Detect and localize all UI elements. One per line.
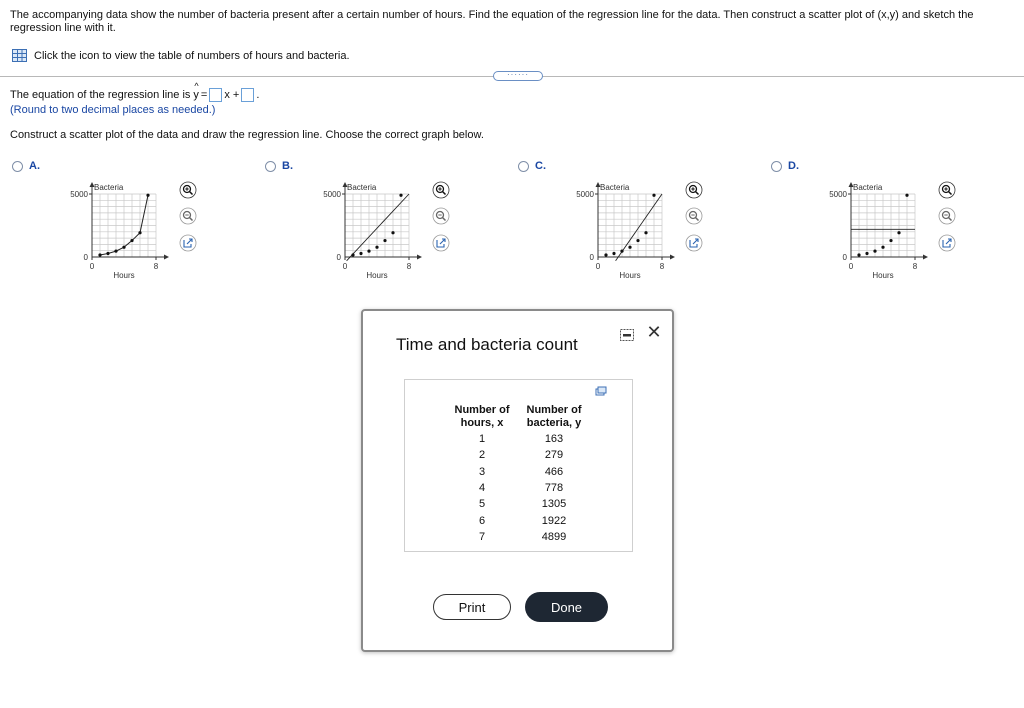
zoom-out-icon[interactable] [179,207,197,225]
construct-instruction: Construct a scatter plot of the data and draw the regression line. Choose the correct graph below. [10,129,484,141]
data-point [873,250,876,253]
table-cell-hours: 7 [478,530,486,543]
table-cell-hours: 6 [478,514,486,527]
y-tick-label: 5000 [70,190,88,199]
problem-statement: The accompanying data show the number of bacteria present after a certain number of hours. Find the equation of the regression line for the data. Then construct a scatter plot of (x,y) and sketch the regression line with it. [10,9,974,34]
y-zero-label: 0 [83,253,88,262]
data-point [399,194,402,197]
table-cell-hours: 1 [478,433,486,445]
col-hours-header: Number of hours, x [454,404,510,429]
data-point [106,252,109,255]
y-axis-label: Bacteria [347,183,377,192]
print-button[interactable]: Print [433,594,511,620]
table-cell-bacteria: 4899 [541,530,567,543]
x-axis-label: Hours [619,271,641,280]
x-zero-label: 0 [595,262,601,271]
data-point [383,239,386,242]
x-axis-label: Hours [366,271,388,280]
slope-input[interactable] [209,88,222,102]
intercept-input[interactable] [241,88,254,102]
data-point [897,231,900,234]
y-zero-label: 0 [336,253,341,262]
zoom-in-icon[interactable] [938,181,956,199]
option-a[interactable] [12,160,40,172]
y-axis-label: Bacteria [94,183,124,192]
equation-prefix: The equation of the regression line is [10,89,191,101]
option-radio[interactable] [12,161,23,172]
open-external-icon[interactable] [685,234,703,252]
option-d[interactable] [771,160,799,172]
data-point [130,239,133,242]
table-cell-hours: 2 [478,449,486,462]
data-point [628,246,631,249]
close-icon[interactable]: ✕ [646,322,662,342]
table-cell-bacteria: 1922 [541,514,567,527]
x-tick-label: 8 [153,262,159,271]
x-zero-label: 0 [342,262,348,271]
option-radio[interactable] [518,161,529,172]
y-tick-label: 5000 [323,190,341,199]
option-c[interactable] [518,160,546,172]
data-point [375,246,378,249]
table-cell-hours: 3 [478,465,486,478]
data-point [905,194,908,197]
option-letter: A. [29,160,40,172]
option-radio[interactable] [265,161,276,172]
col-bacteria-header: Number of bacteria, y [526,404,582,429]
view-table-text[interactable]: Click the icon to view the table of numbers of hours and bacteria. [34,49,350,62]
zoom-out-icon[interactable] [938,207,956,225]
y-tick-label: 5000 [829,190,847,199]
done-button[interactable]: Done [525,592,608,622]
option-letter: C. [535,160,546,172]
x-tick-label: 8 [912,262,918,271]
table-cell-hours: 5 [478,498,486,511]
x-axis-label: Hours [872,271,894,280]
x-axis-arrow [670,255,675,260]
round-note: (Round to two decimal places as needed.) [10,104,216,116]
y-hat: ^ y [193,89,199,101]
zoom-in-icon[interactable] [685,181,703,199]
zoom-in-icon[interactable] [179,181,197,199]
open-external-icon[interactable] [938,234,956,252]
dialog-title: Time and bacteria count [396,335,578,354]
equation-period: . [256,89,260,101]
y-zero-label: 0 [842,253,847,262]
x-axis-label: Hours [113,271,135,280]
minimize-icon[interactable] [620,329,634,341]
table-cell-bacteria: 778 [544,481,564,494]
table-icon[interactable] [12,49,27,62]
data-point [881,246,884,249]
data-point [857,253,860,256]
data-table [404,379,633,552]
data-point [367,250,370,253]
y-axis-label: Bacteria [600,183,630,192]
data-point [359,252,362,255]
option-letter: B. [282,160,293,172]
table-cell-hours: 4 [478,481,486,494]
x-axis-arrow [164,255,169,260]
data-point [889,239,892,242]
open-external-icon[interactable] [179,234,197,252]
data-point [122,246,125,249]
copy-icon[interactable] [595,386,607,398]
view-table-link[interactable] [12,49,350,62]
y-axis-label: Bacteria [853,183,883,192]
data-point [652,194,655,197]
table-cell-bacteria: 163 [544,433,564,445]
x-tick-label: 8 [406,262,412,271]
data-point [612,252,615,255]
data-point [644,231,647,234]
x-zero-label: 0 [89,262,95,271]
data-point [636,239,639,242]
zoom-in-icon[interactable] [432,181,450,199]
option-b[interactable] [265,160,293,172]
table-cell-bacteria: 1305 [541,498,567,511]
data-point [98,253,101,256]
zoom-out-icon[interactable] [432,207,450,225]
y-zero-label: 0 [589,253,594,262]
data-point [146,194,149,197]
data-point [114,250,117,253]
y-tick-label: 5000 [576,190,594,199]
option-letter: D. [788,160,799,172]
open-external-icon[interactable] [432,234,450,252]
x-tick-label: 8 [659,262,665,271]
table-cell-bacteria: 466 [544,465,564,478]
equals-sign: = [200,89,208,101]
x-axis-arrow [417,255,422,260]
data-point [620,250,623,253]
option-radio[interactable] [771,161,782,172]
more-button[interactable]: ······ [493,71,543,81]
data-point [604,253,607,256]
x-plus: x + [224,89,240,101]
data-point [865,252,868,255]
data-point [138,231,141,234]
data-point [391,231,394,234]
zoom-out-icon[interactable] [685,207,703,225]
data-point [351,253,354,256]
data-table-dialog [361,309,674,652]
x-axis-arrow [923,255,928,260]
equation-line [10,88,259,102]
x-zero-label: 0 [848,262,854,271]
table-cell-bacteria: 279 [544,449,564,462]
